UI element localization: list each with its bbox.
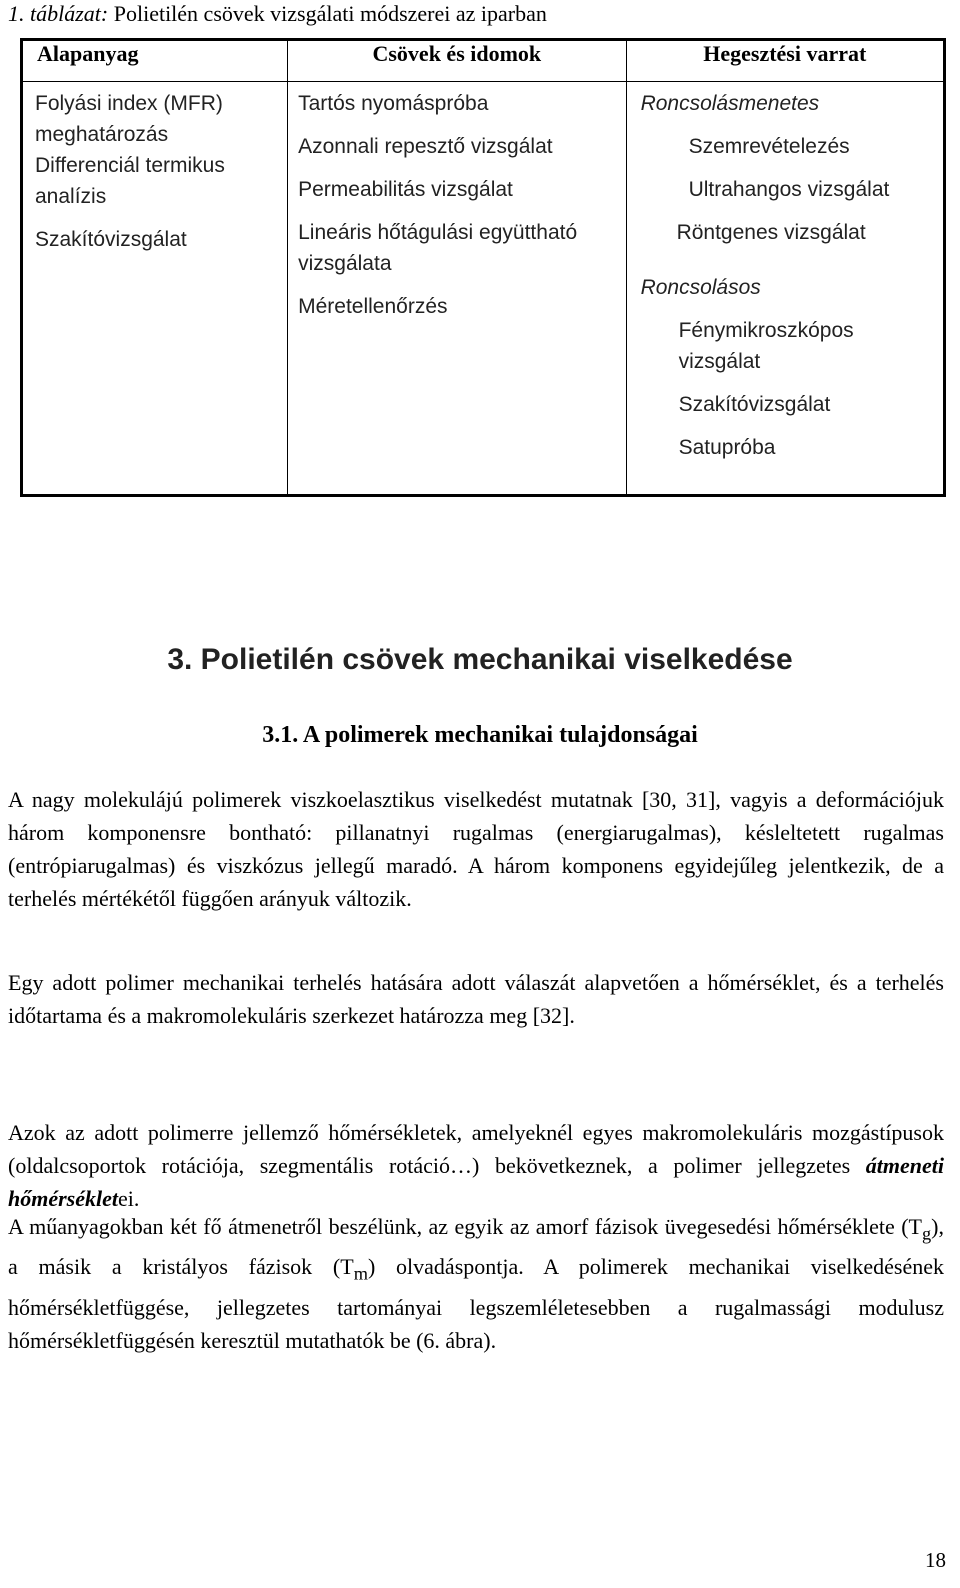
paragraph-text: Azok az adott polimerre jellemző hőmérsékletek, amelyeknél egyes makromolekuláris mozgástípusok (oldalcsoportok rotációja, szegmentális rotáció…) bekövetkeznek, a polimer jellegzetes xyxy=(8,1120,944,1178)
list-item: Azonnali repesztő vizsgálat xyxy=(298,135,553,158)
caption-label: 1. táblázat: xyxy=(8,1,109,26)
weld-cell xyxy=(626,82,944,496)
paragraph: A nagy molekulájú polimerek viszkoelasztikus viselkedést mutatnak [30, 31], vagyis a deformációjuk három komponensre bontható: pillanatnyi rugalmas (energiarugalmas), késleltetett rugalmas (entrópiarugalmas) és viszkózus jellegű maradó. A három komponens egyidejűleg jelentkezik, de a terhelés mértékétől függően arányuk változik. xyxy=(8,787,944,911)
page-number: 18 xyxy=(925,1548,946,1572)
list-item: Fénymikroszkópos vizsgálat xyxy=(678,319,854,373)
section-title: 3. Polietilén csövek mechanikai viselkedése xyxy=(167,643,793,676)
caption-text: Polietilén csövek vizsgálati módszerei az iparban xyxy=(108,1,547,26)
paragraph-text: ), a másik a kristályos fázisok (T xyxy=(8,1214,944,1280)
header-raw-material: Alapanyag xyxy=(22,40,288,82)
table-caption xyxy=(8,0,547,28)
emphasized-term: átmeneti hőmérséklet xyxy=(8,1153,944,1211)
table-header-row xyxy=(22,40,945,82)
list-item: Permeabilitás vizsgálat xyxy=(298,178,513,201)
header-pipes-fittings: Csövek és idomok xyxy=(288,40,626,82)
paragraph-text: ) olvadáspontja. A polimerek mechanikai viselkedésének hőmérsékletfüggése, jellegzetes tartományai legszemléletesebben a rugalmassági modulusz hőmérsékletfüggésén keresztül mutathatók be (6. ábra). xyxy=(8,1254,944,1353)
list-item: Folyási index (MFR) meghatározás xyxy=(35,92,223,146)
list-item: Satupróba xyxy=(678,436,776,459)
list-item: Méretellenőrzés xyxy=(298,295,448,318)
list-item: Szakítóvizsgálat xyxy=(678,393,831,416)
subscript: m xyxy=(353,1263,368,1284)
paragraph: Egy adott polimer mechanikai terhelés hatására adott válaszát alapvetően a hőmérséklet, és a terhelés időtartama és a makromolekuláris szerkezet határozza meg [32]. xyxy=(8,970,944,1028)
paragraph xyxy=(8,1116,944,1215)
header-weld-seam: Hegesztési varrat xyxy=(626,40,944,82)
list-item: Differenciál termikus analízis xyxy=(35,154,225,208)
category-label: Roncsolásmenetes xyxy=(640,92,820,115)
subsection-title: 3.1. A polimerek mechanikai tulajdonságai xyxy=(262,722,698,748)
paragraph-text: ei. xyxy=(118,1186,140,1211)
list-item: Lineáris hőtágulási együttható vizsgálata xyxy=(298,221,578,275)
raw-material-cell xyxy=(22,82,288,496)
list-item: Szakítóvizsgálat xyxy=(35,228,187,251)
paragraph xyxy=(8,1210,944,1357)
category-label: Roncsolásos xyxy=(640,276,761,299)
table-row xyxy=(22,82,945,496)
paragraph-text: A műanyagokban két fő átmenetről beszélünk, az egyik az amorf fázisok üvegesedési hőmérséklete (T xyxy=(8,1214,922,1239)
list-item: Tartós nyomáspróba xyxy=(298,92,489,115)
list-item: Szemrevételezés xyxy=(688,135,850,158)
pipes-cell xyxy=(288,82,626,496)
list-item: Röntgenes vizsgálat xyxy=(676,221,866,244)
testing-methods-table xyxy=(20,38,946,497)
list-item: Ultrahangos vizsgálat xyxy=(688,178,890,201)
subscript: g xyxy=(922,1223,932,1244)
